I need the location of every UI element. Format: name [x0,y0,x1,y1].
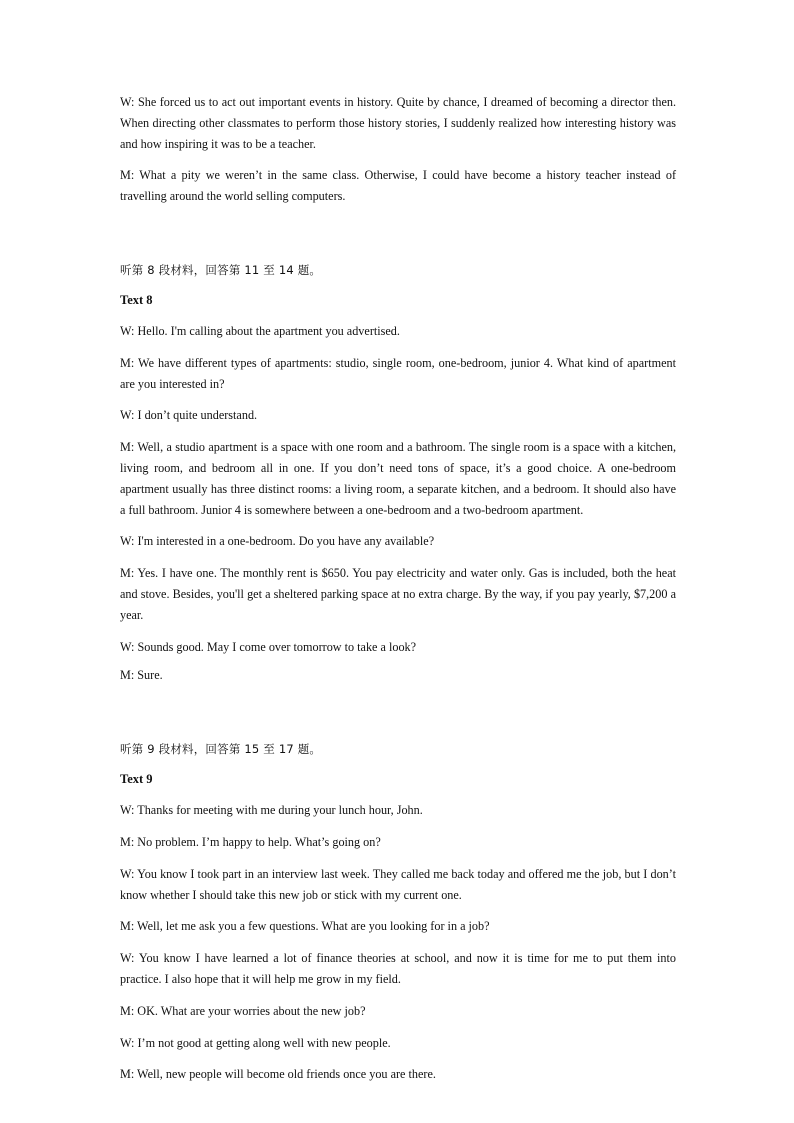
section-spacer [120,697,676,739]
dialogue-line: W: Thanks for meeting with me during your lunch hour, John. [120,803,423,818]
dialogue-line: W: You know I have learned a lot of finance theories at school, and now it is time for me to put them into practice. I also hope that it will help me grow in my field. [120,951,676,986]
dialogue-line: W: You know I took part in an interview last week. They called me back today and offered me the job, but I don’t know whether I should take this new job or stick with my current one. [120,866,676,902]
dialogue-line: M: What a pity we weren’t in the same class. Otherwise, I could have become a history teacher instead of travelling around the world selling computers. [120,168,676,204]
dialogue-line: M: We have different types of apartments: studio, single room, one-bedroom, junior 4. What kind of apartment are you interested in? [120,355,676,391]
section-intro-text8: 听第 8 段材料，回答第 11 至 14 题。 [120,262,322,277]
dialogue-line: W: I'm interested in a one-bedroom. Do you have any available? [120,534,435,549]
dialogue-line: W: She forced us to act out important events in history. Quite by chance, I dreamed of becoming a director then. When directing other classmates to perform those history stories, I suddenly realized how interesting history was and how inspiring it was to be a teacher. [120,95,676,151]
section-title-text9: Text 9 [120,772,153,787]
dialogue-line: M: Sure. [120,668,163,683]
dialogue-line: W: Hello. I'm calling about the apartment you advertised. [120,323,400,338]
section-spacer [120,218,676,260]
dialogue-line: W: I’m not good at getting along well with new people. [120,1035,391,1050]
dialogue-line: M: Well, new people will become old friends once you are there. [120,1067,436,1082]
dialogue-line: M: Yes. I have one. The monthly rent is $650. You pay electricity and water only. Gas is included, both the heat and stove. Besides, you'll get a sheltered parking space at no extra charge. By the way, if you pay yearly, $7,200 a year. [120,566,676,622]
section-intro-text9: 听第 9 段材料，回答第 15 至 17 题。 [120,742,322,757]
dialogue-line: M: No problem. I’m happy to help. What’s going on? [120,834,381,849]
dialogue-line: W: I don’t quite understand. [120,408,258,423]
section-title-text8: Text 8 [120,292,153,307]
dialogue-line: M: OK. What are your worries about the new job? [120,1003,366,1018]
dialogue-line: M: Well, a studio apartment is a space with one room and a bathroom. The single room is a space with a kitchen, living room, and bedroom all in one. If you don’t need tons of space, it’s a good choice. A one-bedroom apartment usually has three distinct rooms: a living room, a separate kitchen, and a bedroom. It should also have a full bathroom. Junior 4 is somewhere between a one-bedroom and a two-bedroom apartment. [120,440,676,517]
dialogue-line: W: Sounds good. May I come over tomorrow to take a look? [120,639,417,654]
document-page [120,92,676,1096]
dialogue-line: M: Well, let me ask you a few questions. What are you looking for in a job? [120,919,490,934]
